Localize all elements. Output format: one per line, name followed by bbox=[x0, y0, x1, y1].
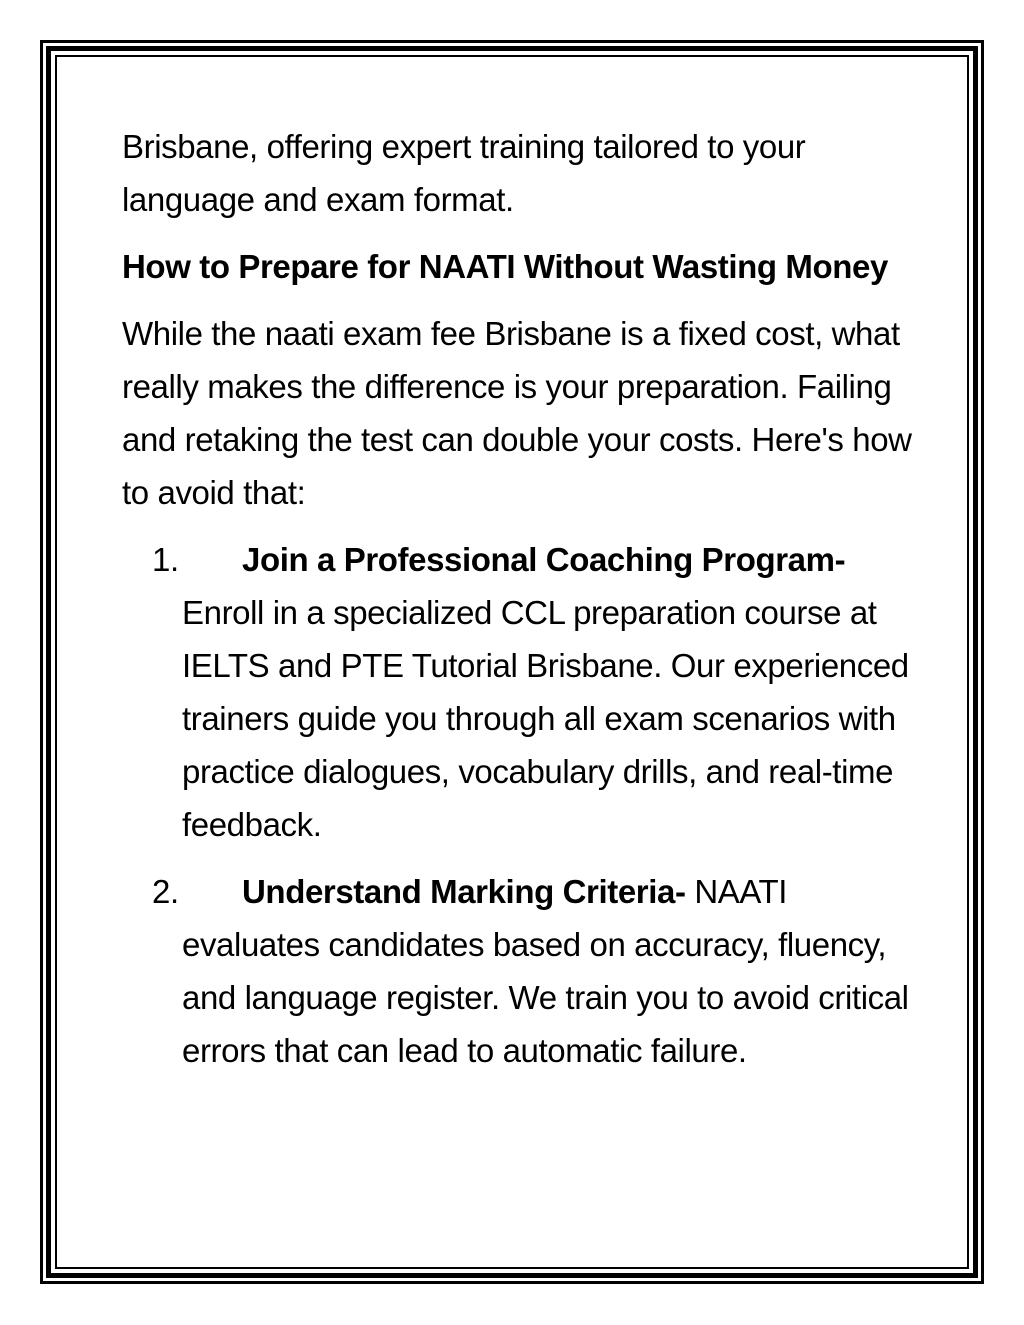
list-item-content bbox=[182, 865, 912, 1077]
intro-paragraph: Brisbane, offering expert training tailored to your language and exam format. bbox=[122, 128, 806, 218]
list-item-content bbox=[182, 533, 912, 851]
list-item-text: NAATI evaluates candidates based on accuracy, fluency, and language register. We train you to avoid critical errors that can lead to automatic failure. bbox=[182, 873, 909, 1069]
list-item bbox=[122, 533, 912, 851]
document-content bbox=[122, 120, 912, 1091]
list-item bbox=[122, 865, 912, 1077]
section-heading: How to Prepare for NAATI Without Wasting Money bbox=[122, 248, 888, 285]
list-item-number: 1. bbox=[152, 541, 179, 578]
list-item-title: Join a Professional Coaching Program- bbox=[242, 541, 846, 578]
list-item-text: Enroll in a specialized CCL preparation course at IELTS and PTE Tutorial Brisbane. Our experienced trainers guide you through all exam scenarios with practice dialogues, vocabulary drills, and real-time feedback. bbox=[182, 594, 909, 843]
list-item-title: Understand Marking Criteria- bbox=[242, 873, 686, 910]
body-paragraph: While the naati exam fee Brisbane is a fixed cost, what really makes the difference is your preparation. Failing and retaking the test can double your costs. Here's how to avoid that: bbox=[122, 315, 912, 511]
list-item-number: 2. bbox=[152, 873, 179, 910]
tips-list bbox=[122, 533, 912, 1077]
